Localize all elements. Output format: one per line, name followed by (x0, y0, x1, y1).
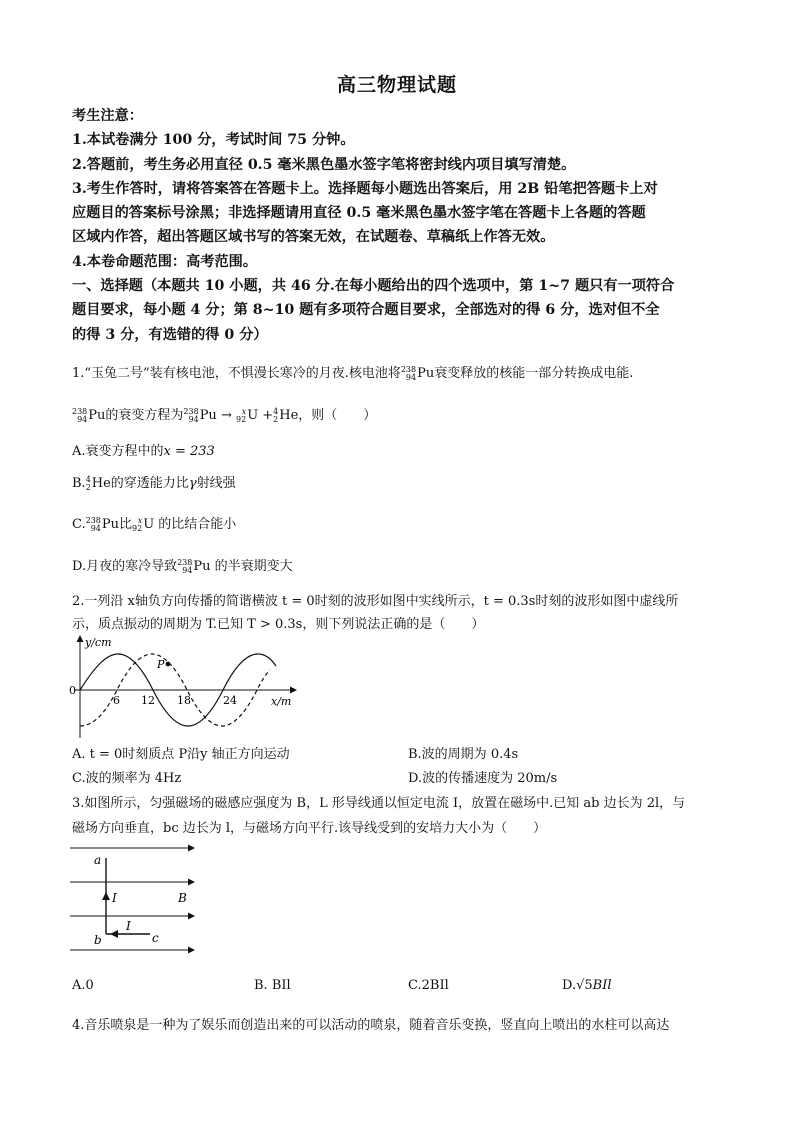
point-p (166, 662, 171, 667)
point-p-label: P (157, 658, 165, 671)
q3-option-a: A.0 (72, 978, 94, 993)
q1-option-a: A.衰变方程中的x = 233 (72, 444, 215, 459)
y-axis-label: y/cm (85, 636, 112, 649)
label-current: I (126, 919, 131, 933)
q2-stem-line1: 2.一列沿 x轴负方向传播的简谐横波 t = 0时刻的波形如图中实线所示，t = 0.3s时刻的波形如图中虚线所 (72, 594, 679, 609)
current-arrow-left (110, 930, 118, 938)
label-b: b (94, 933, 102, 947)
current-arrow-up (102, 892, 110, 900)
q2-option-a: A. t = 0时刻质点 P沿y 轴正方向运动 (72, 747, 290, 762)
notes-heading: 考生注意： (72, 108, 143, 124)
section-heading: 题目要求，每小题 4 分；第 8~10 题有多项符合题目要求，全部选对的得 6 分，选对但不全 (72, 302, 660, 319)
tick-label: 18 (177, 694, 191, 707)
notes-item: 应题目的答案标号涂黑；非选择题请用直径 0.5 毫米黑色墨水签字笔在答题卡上各题的答题 (72, 205, 646, 222)
x-axis-label: x/m (271, 695, 292, 708)
label-current: I (112, 891, 117, 905)
tick-label: 24 (223, 694, 237, 707)
section-heading: 一、选择题（本题共 10 小题，共 46 分.在每小题给出的四个选项中，第 1~7 题只有一项符合 (72, 278, 675, 295)
notes-item: 2.答题前，考生务必用直径 0.5 毫米黑色墨水签字笔将密封线内项目填写清楚。 (72, 156, 576, 173)
label-a: a (94, 853, 102, 867)
q2-option-b: B.波的周期为 0.4s (408, 747, 519, 762)
q3-stem-line2: 磁场方向垂直，bc 边长为 l，与磁场方向平行.该导线受到的安培力大小为（ ） (72, 821, 547, 836)
q2-option-c: C.波的频率为 4Hz (72, 771, 182, 786)
label-c: c (152, 931, 159, 945)
q3-option-d: D.√5BIl (562, 978, 612, 993)
notes-item: 区域内作答，超出答题区域书写的答案无效，在试题卷、草稿纸上作答无效。 (72, 229, 555, 246)
notes-item: 4.本卷命题范围：高考范围。 (72, 253, 258, 270)
label-field: B (178, 891, 187, 905)
q3-option-b: B. BIl (254, 978, 291, 993)
magnetic-field-figure (66, 838, 206, 960)
q3-stem-line1: 3.如图所示，匀强磁场的磁感应强度为 B，L 形导线通以恒定电流 I，放置在磁场中.已知 ab 边长为 2l，与 (72, 796, 686, 811)
q2-stem-line2: 示，质点振动的周期为 T.已知 T > 0.3s，则下列说法正确的是（ ） (72, 617, 485, 632)
section-heading: 的得 3 分，有选错的得 0 分） (72, 326, 268, 343)
q1-option-b: B. 4 2 He的穿透能力比γ射线强 (72, 474, 236, 492)
q2-option-d: D.波的传播速度为 20m/s (408, 771, 558, 786)
pu-isotope: 238 94 (400, 364, 417, 382)
page-title: 高三物理试题 (336, 74, 457, 96)
tick-label: 12 (141, 694, 155, 707)
q1-stem-line1: 1.“玉兔二号”装有核电池，不惧漫长寒冷的月夜.核电池将 238 94 Pu衰变释放的核能一部分转换成电能. (72, 364, 634, 382)
wave-figure (66, 632, 306, 742)
tick-label: 6 (113, 694, 120, 707)
q3-option-c: C.2BIl (408, 978, 449, 993)
q1-stem-line2: 238 94 Pu的衰变方程为 238 94 Pu → x 92 U + 4 2 He，则（ ） (72, 406, 377, 424)
q1-option-d: D.月夜的寒冷导致 238 94 Pu 的半衰期变大 (72, 557, 293, 575)
notes-item: 1.本试卷满分 100 分，考试时间 75 分钟。 (72, 132, 355, 149)
q4-stem-line1: 4.音乐喷泉是一种为了娱乐而创造出来的可以活动的喷泉，随着音乐变换，竖直向上喷出的水柱可以高达 (72, 1018, 670, 1033)
notes-item: 3.考生作答时，请将答案答在答题卡上。选择题每小题选出答案后，用 2B 铅笔把答题卡上对 (72, 180, 658, 197)
origin-label: 0 (69, 684, 76, 697)
q1-option-c: C. 238 94 Pu比 x 92 U 的比结合能小 (72, 515, 237, 533)
exam-notes (72, 104, 732, 347)
